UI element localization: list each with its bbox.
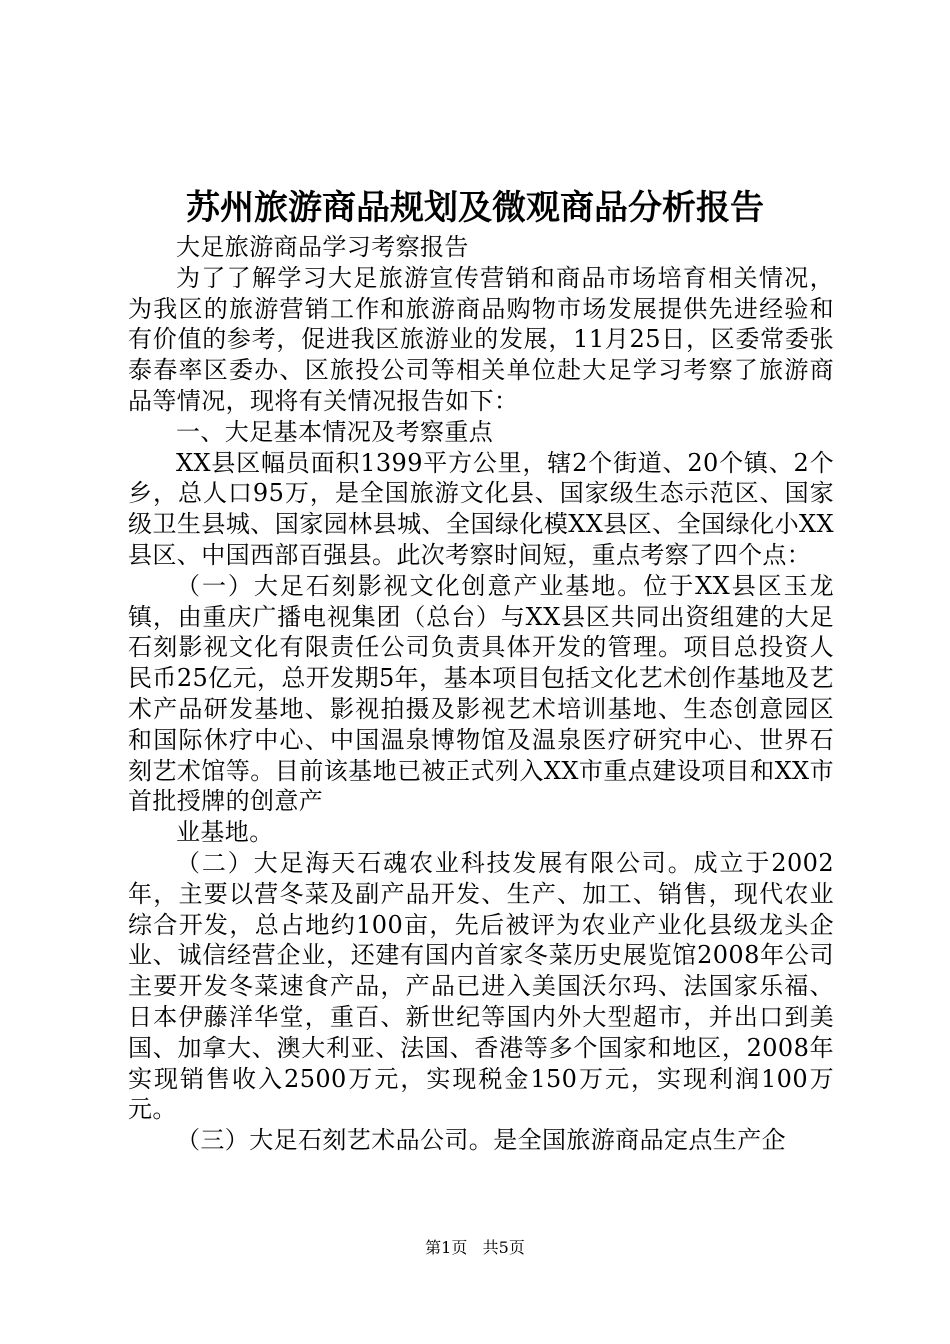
item-1-paragraph: （一）大足石刻影视文化创意产业基地。位于XX县区玉龙镇，由重庆广播电视集团（总台）与XX县区共同出资组建的大足石刻影视文化有限责任公司负责具体开发的管理。项目总投资人民币25亿元，总开发期5年，基本项目包括文化艺术创作基地及艺术产品研发基地、影视拍摄及影视艺术培训基地、生态创意园区和国际休疗中心、中国温泉博物馆及温泉医疗研究中心、世界石刻艺术馆等。目前该基地已被正式列入XX市重点建设项目和XX市首批授牌的创意产 [128, 571, 834, 816]
page-spacer [472, 1238, 477, 1257]
overview-paragraph: XX县区幅员面积1399平方公里，辖2个街道、20个镇、2个乡，总人口95万，是全国旅游文化县、国家级生态示范区、国家级卫生县城、国家园林县城、全国绿化模XX县区、全国绿化小XX县区、中国西部百强县。此次考察时间短，重点考察了四个点： [128, 448, 834, 569]
item-2-paragraph: （二）大足海天石魂农业科技发展有限公司。成立于2002年，主要以营冬菜及副产品开发、生产、加工、销售，现代农业综合开发，总占地约100亩，先后被评为农业产业化县级龙头企业、诚信经营企业，还建有国内首家冬菜历史展览馆2008年公司主要开发冬菜速食产品，产品已进入美国沃尔玛、法国家乐福、日本伊藤洋华堂，重百、新世纪等国内外大型超市，并出口到美国、加拿大、澳大利亚、法国、香港等多个国家和地区，2008年实现销售收入2500万元，实现税金150万元，实现利润100万元。 [128, 848, 834, 1124]
intro-paragraph: 为了了解学习大足旅游宣传营销和商品市场培育相关情况，为我区的旅游营销工作和旅游商品购物市场发展提供先进经验和有价值的参考，促进我区旅游业的发展，11月25日，区委常委张泰春率区委办、区旅投公司等相关单位赴大足学习考察了旅游商品等情况，现将有关情况报告如下： [128, 263, 834, 415]
item-3-paragraph: （三）大足石刻艺术品公司。是全国旅游商品定点生产企 [176, 1126, 786, 1155]
total-pages: 共5页 [482, 1238, 525, 1257]
document-title: 苏州旅游商品规划及微观商品分析报告 [186, 188, 764, 228]
section-heading-1: 一、大足基本情况及考察重点 [176, 417, 494, 446]
document-body [128, 232, 834, 1156]
page-number: 第1页 [425, 1238, 468, 1257]
item-1-continuation: 业基地。 [176, 818, 274, 847]
page-footer [0, 1236, 950, 1260]
report-subtitle-paragraph: 大足旅游商品学习考察报告 [176, 233, 469, 261]
